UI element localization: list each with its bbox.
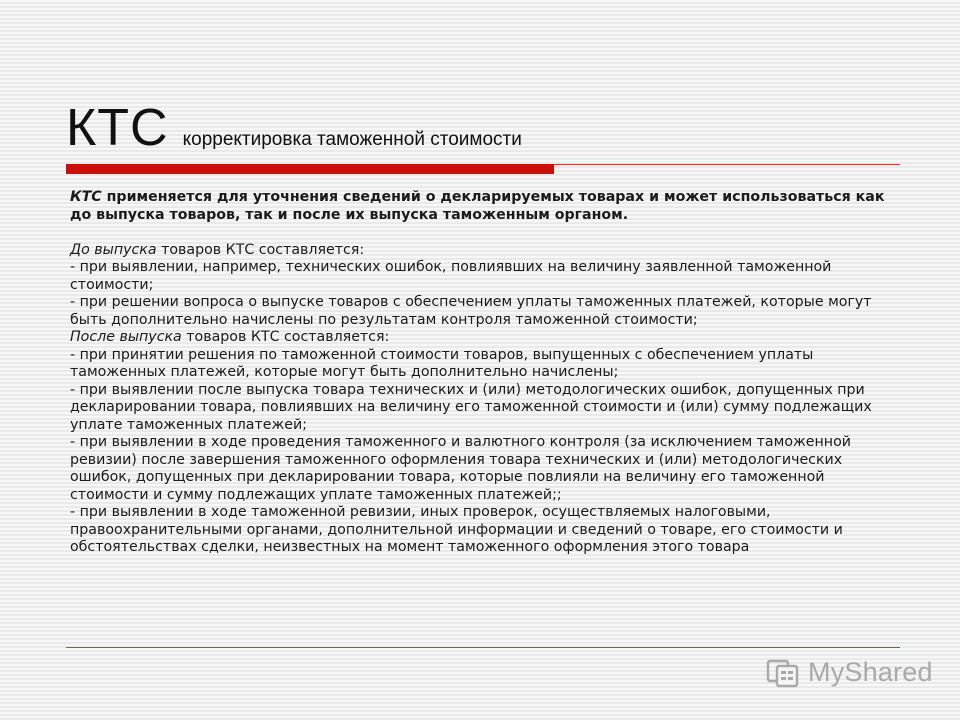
- after-release-heading: [70, 329, 900, 347]
- list-item: - при выявлении в ходе таможенной ревизии, иных проверок, осуществляемых налоговыми, правоохранительными органами, дополнительной информации и сведений о товаре, его стоимости и обстоятельствах сделки, неизвестных на момент таможенного оформления этого товара: [70, 504, 843, 555]
- myshared-logo-icon: [766, 655, 800, 689]
- list-item: - при выявлении, например, технических ошибок, повлиявших на величину заявленной таможенной стоимости;: [70, 259, 832, 293]
- header-divider: [554, 164, 900, 165]
- before-release-label: До выпуска: [70, 241, 157, 258]
- slide-title: [66, 98, 522, 158]
- title-subtitle: корректировка таможенной стоимости: [182, 129, 522, 150]
- accent-red-bar: [66, 164, 554, 174]
- after-release-label: После выпуска: [70, 329, 182, 345]
- paragraph-spacer: [70, 224, 900, 242]
- list-item: - при выявлении в ходе проведения таможенного и валютного контроля (за исключением таможенной ревизии) после завершения таможенного оформления товара технических и (или) методологических ошибок, допущенных при декларировании товара, которые повлияли на величину его таможенной стоимости и сумму подлежащих уплате таможенных платежей;;: [70, 434, 851, 503]
- lead-term: КТС: [70, 189, 102, 205]
- myshared-watermark: [766, 655, 933, 689]
- watermark-text: MyShared: [808, 656, 933, 687]
- list-item: - при решении вопроса о выпуске товаров с обеспечением уплаты таможенных платежей, которые могут быть дополнительно начислены по результатам контроля таможенной стоимости;: [70, 294, 872, 328]
- lead-paragraph: [70, 189, 900, 224]
- list-item: - при принятии решения по таможенной стоимости товаров, выпущенных с обеспечением уплаты таможенных платежей, которые могут быть дополнительно начислены;: [70, 346, 814, 380]
- before-release-heading: [70, 242, 900, 260]
- after-release-text: товаров КТС составляется:: [181, 329, 390, 345]
- before-release-text: товаров КТС составляется:: [156, 241, 365, 258]
- title-abbreviation: КТС: [66, 99, 169, 157]
- list-item: - при выявлении после выпуска товара технических и (или) методологических ошибок, допущенных при декларировании товара, повлиявших на величину его таможенной стоимости и (или) сумму подлежащих уплате таможенных платежей;: [70, 381, 872, 433]
- lead-text: применяется для уточнения сведений о декларируемых товарах и может использоваться как до выпуска товаров, так и после их выпуска таможенным органом.: [70, 189, 885, 223]
- slide-body: [70, 189, 900, 557]
- footer-divider: [66, 647, 900, 648]
